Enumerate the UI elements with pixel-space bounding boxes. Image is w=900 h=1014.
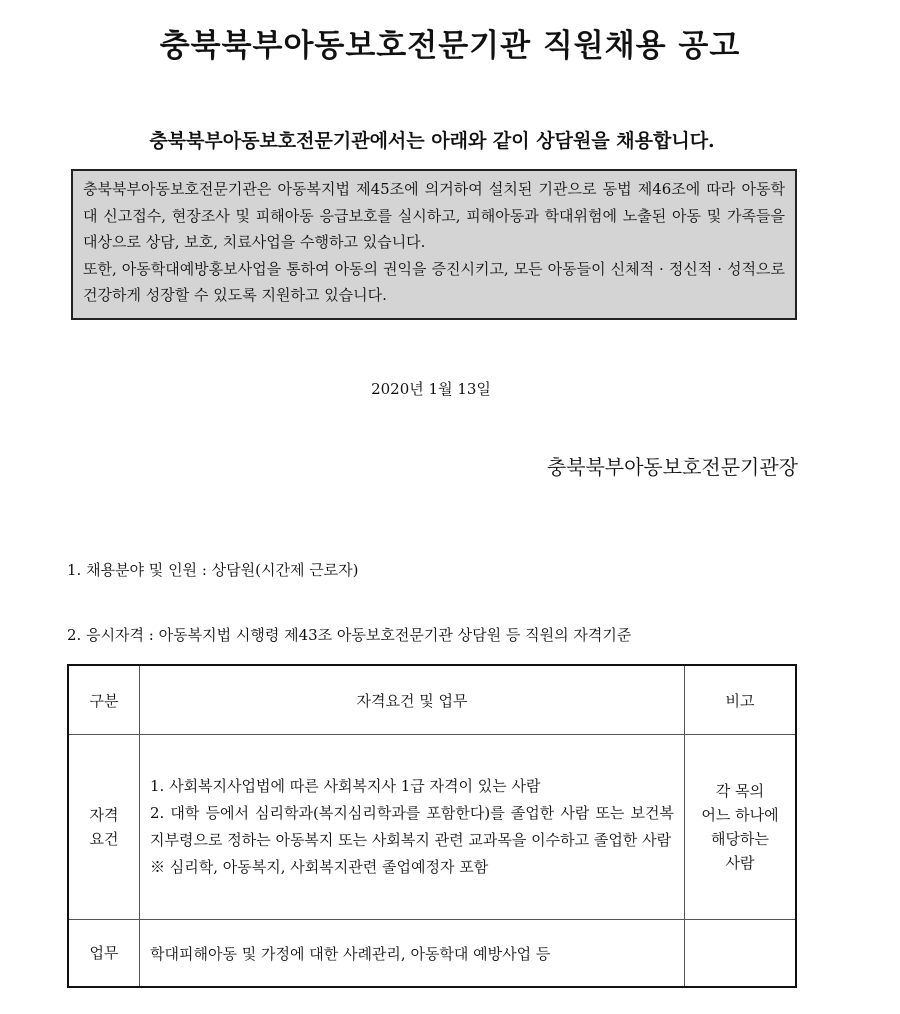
category-qualification <box>68 735 140 920</box>
requirement-item: 2. 대학 등에서 심리학과(복지심리학과를 포함한다)를 졸업한 사람 또는 보건복지부령으로 정하는 아동복지 또는 사회복지 관련 교과목을 이수하고 졸업한 사람 <box>150 804 674 849</box>
table-header-row <box>68 665 796 735</box>
category-duty: 업무 <box>68 920 140 988</box>
qualification-table <box>67 664 797 988</box>
qualification-requirements <box>140 735 685 920</box>
requirement-note: ※ 심리학, 아동복지, 사회복지관련 졸업예정자 포함 <box>150 858 489 876</box>
category-line: 자격 <box>89 806 119 824</box>
table-row <box>68 920 796 988</box>
header-remarks: 비고 <box>685 665 797 735</box>
section-qualification: 2. 응시자격 : 아동복지법 시행령 제43조 아동보호전문기관 상담원 등 직원의 자격기준 <box>67 626 632 644</box>
institution-notice-box <box>71 169 797 320</box>
signer-title: 충북북부아동보호전문기관장 <box>546 455 798 479</box>
remarks-line: 해당하는 <box>711 830 769 848</box>
category-line: 요건 <box>89 830 119 848</box>
notice-paragraph: 충북북부아동보호전문기관은 아동복지법 제45조에 의거하여 설치된 기관으로 동법 제46조에 따라 아동학대 신고접수, 현장조사 및 피해아동 응급보호를 실시하고, 피해아동과 학대위험에 노출된 아동 및 가족들을 대상으로 상담, 보호, 치료사업을 수행하고 있습니다. <box>83 180 785 251</box>
table-row <box>68 735 796 920</box>
notice-date: 2020년 1월 13일 <box>371 380 491 398</box>
duty-remarks <box>685 920 797 988</box>
header-category: 구분 <box>68 665 140 735</box>
remarks-cell <box>685 735 797 920</box>
requirement-item: 1. 사회복지사업법에 따른 사회복지사 1급 자격이 있는 사람 <box>150 777 541 795</box>
intro-text: 충북북부아동보호전문기관에서는 아래와 같이 상담원을 채용합니다. <box>149 130 715 152</box>
remarks-line: 어느 하나에 <box>701 806 779 824</box>
remarks-line: 각 목의 <box>715 782 765 800</box>
notice-paragraph: 또한, 아동학대예방홍보사업을 통하여 아동의 권익을 증진시키고, 모든 아동들이 신체적 · 정신적 · 성적으로 건강하게 성장할 수 있도록 지원하고 있습니다. <box>83 259 785 304</box>
header-requirements: 자격요건 및 업무 <box>140 665 685 735</box>
remarks-line: 사람 <box>725 854 755 872</box>
document-title: 충북북부아동보호전문기관 직원채용 공고 <box>159 28 741 64</box>
section-recruitment-field: 1. 채용분야 및 인원 : 상담원(시간제 근로자) <box>67 561 359 579</box>
duty-description: 학대피해아동 및 가정에 대한 사례관리, 아동학대 예방사업 등 <box>140 920 685 988</box>
